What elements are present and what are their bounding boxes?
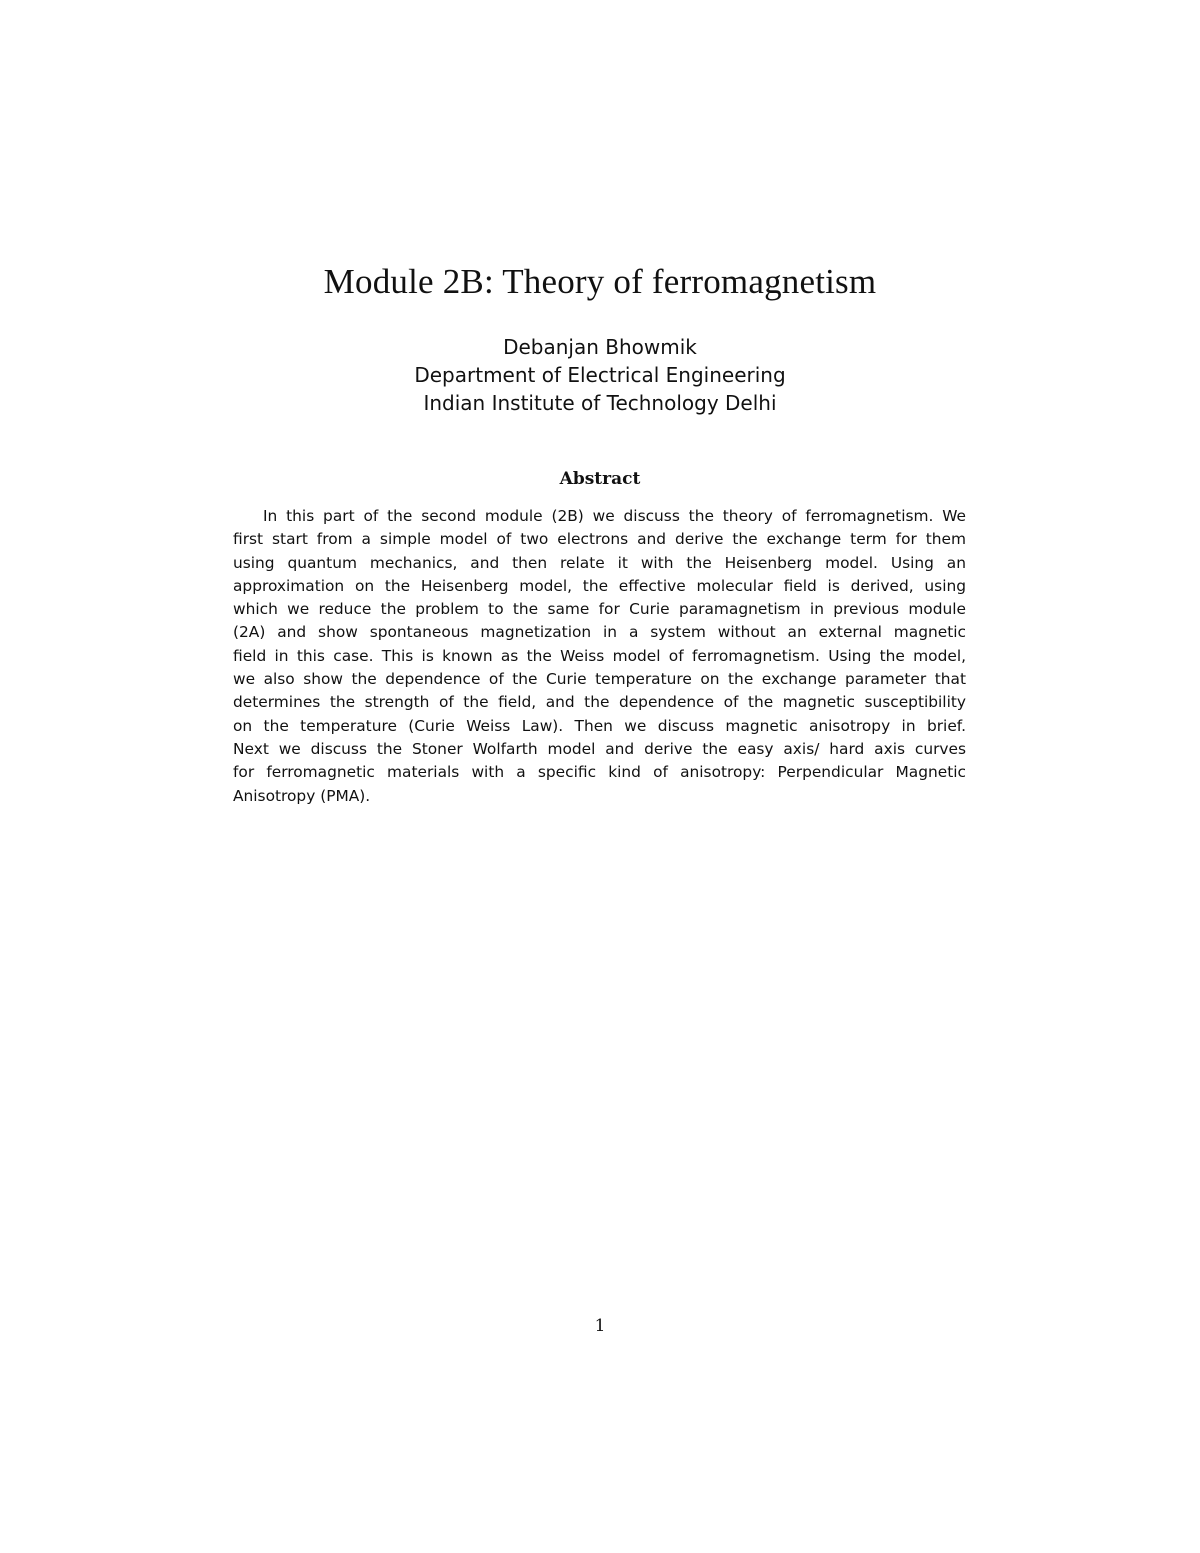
- author-department: Department of Electrical Engineering: [414, 363, 786, 387]
- author-block: [0, 333, 1200, 417]
- abstract-line: field in this case. This is known as the Weiss model of ferromagnetism. Using the model,: [233, 646, 966, 665]
- abstract-line: using quantum mechanics, and then relate it with the Heisenberg model. Using an: [233, 553, 966, 572]
- author-name: Debanjan Bhowmik: [503, 335, 697, 359]
- abstract-line: Anisotropy (PMA).: [233, 786, 371, 805]
- abstract-body: [233, 505, 966, 808]
- abstract-line: Next we discuss the Stoner Wolfarth model and derive the easy axis/ hard axis curves: [233, 739, 966, 758]
- abstract-line: approximation on the Heisenberg model, the effective molecular field is derived, using: [233, 576, 966, 595]
- page-number: 1: [594, 1316, 606, 1336]
- author-institute: Indian Institute of Technology Delhi: [423, 391, 777, 415]
- abstract-line: first start from a simple model of two electrons and derive the exchange term for them: [233, 530, 966, 549]
- abstract-line: we also show the dependence of the Curie temperature on the exchange parameter that: [233, 670, 966, 689]
- abstract-line: (2A) and show spontaneous magnetization in a system without an external magnetic: [233, 623, 966, 642]
- abstract-line: In this part of the second module (2B) we discuss the theory of ferromagnetism. We: [263, 507, 966, 525]
- abstract-line: which we reduce the problem to the same for Curie paramagnetism in previous module: [233, 600, 966, 619]
- abstract-line: determines the strength of the field, and the dependence of the magnetic susceptibility: [233, 693, 966, 712]
- abstract-heading: Abstract: [559, 469, 641, 489]
- abstract-line: for ferromagnetic materials with a specific kind of anisotropy: Perpendicular Magnetic: [233, 763, 966, 782]
- paper-title: Module 2B: Theory of ferromagnetism: [323, 262, 877, 301]
- abstract-line: on the temperature (Curie Weiss Law). Then we discuss magnetic anisotropy in brief.: [233, 716, 966, 735]
